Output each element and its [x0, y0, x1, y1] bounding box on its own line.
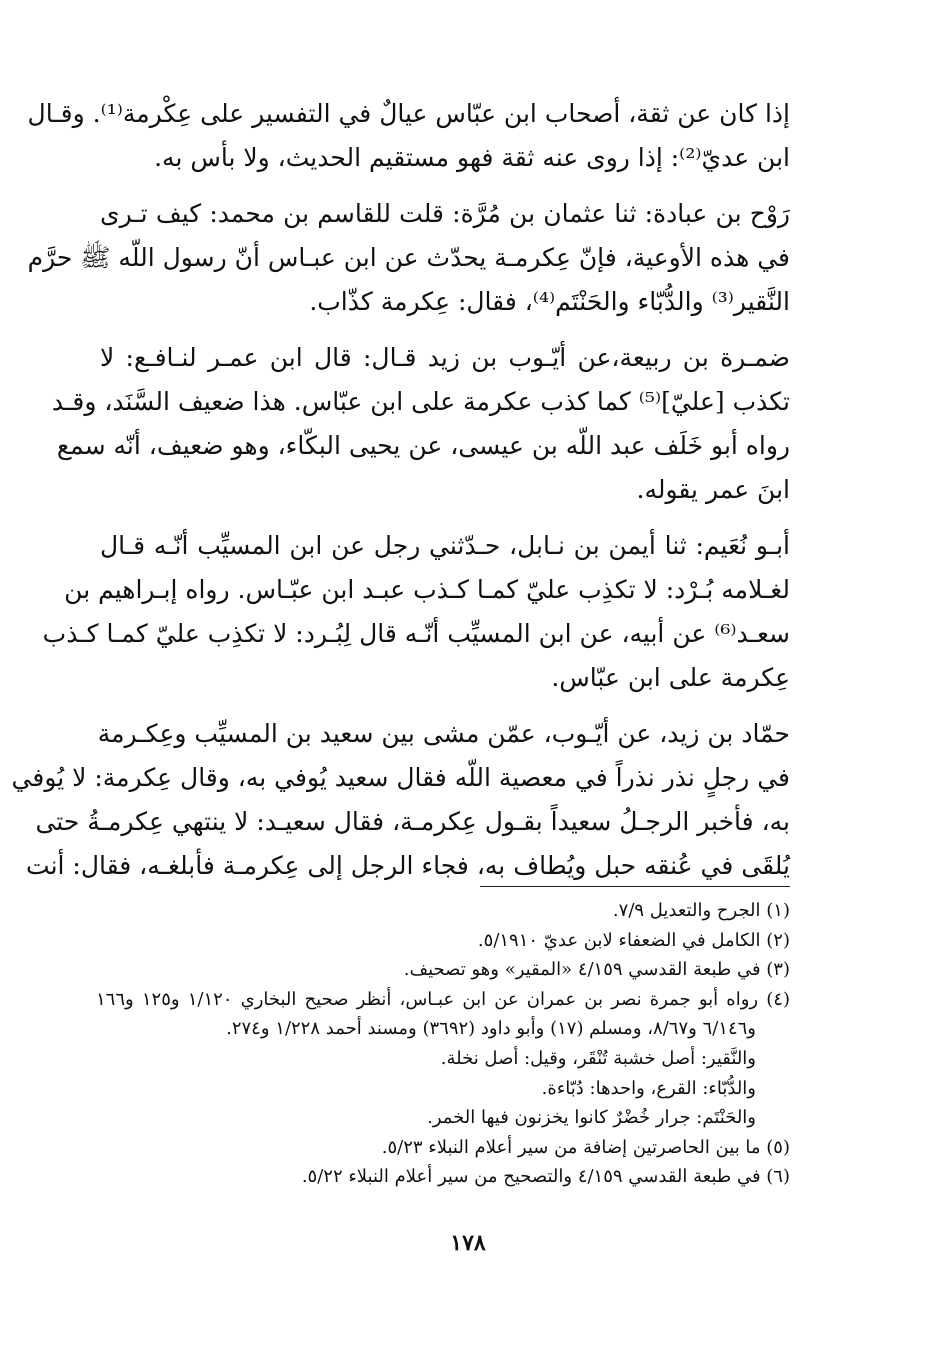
footnote-2	[96, 926, 790, 956]
footnote-line: و٦/١٤٦ و٨/٦٧، ومسلم (١٧) وأبو داود (٣٦٩٢) ومسند أحمد ١/٢٢٨ و٢٧٤.	[226, 1018, 756, 1040]
text-line: النَّقير⁽³⁾ والدُّبّاء والحَنْتَم⁽⁴⁾، فقال: عِكرمة كذّاب.	[309, 287, 790, 316]
page-number: ١٧٨	[450, 1230, 486, 1256]
text-line: في هذه الأوعية، فإنّ عِكرمـة يحدّث عن ابن عبـاس أنّ رسول اللّه ﷺ حرَّم	[27, 243, 790, 272]
text-line: سعـد⁽⁶⁾ عن أبيه، عن ابن المسيِّب أنّـه قال لِبُـرد: لا تكذِب عليّ كمـا كـذب	[42, 619, 790, 648]
text-line: به، فأخبر الرجـلُ سعيداً بقـول عِكرمـة، فقال سعيـد: لا ينتهي عِكرمـةُ حتى	[35, 807, 790, 836]
text-line: يُلقَى في عُنقه حبل ويُطاف به، فجاء الرجل إلى عِكرمـة فأبلغـه، فقال: أنت	[26, 851, 790, 880]
text-line: ابنَ عمر يقوله.	[636, 475, 790, 504]
text-line: عِكرمة على ابن عبّاس.	[551, 663, 790, 692]
text-line: أبـو نُعَيم: ثنا أيمن بن نـابل، حـدّثني رجل عن ابن المسيِّب أنّـه قـال	[100, 531, 790, 560]
main-text	[11, 92, 790, 900]
footnote-line: (٦) في طبعة القدسي ٤/١٥٩ والتصحيح من سير أعلام النبلاء ٥/٢٢.	[301, 1166, 790, 1188]
footnote-1	[96, 896, 790, 926]
footnote-line: (٣) في طبعة القدسي ٤/١٥٩ «المقير» وهو تصحيف.	[403, 959, 790, 981]
paragraph	[27, 92, 790, 180]
footnote-line: (٢) الكامل في الضعفاء لابن عديّ ٥/١٩١٠.	[477, 929, 790, 951]
paragraph	[51, 336, 790, 512]
text-line: حمّاد بن زيد، عن أيّـوب، عمّن مشى بين سعيد بن المسيِّب وعِكـرمة	[97, 719, 790, 748]
footnote-divider	[480, 886, 790, 887]
paragraph	[27, 192, 790, 324]
footnotes	[96, 896, 790, 1192]
footnote-5	[96, 1133, 790, 1163]
footnote-line: (١) الجرح والتعديل ٧/٩.	[612, 900, 790, 921]
footnote-line: (٤) رواه أبو جمرة نصر بن عمران عن ابن عبـاس، أنظر صحيح البخاري ١/١٢٠ و١٢٥ و١٦٦	[96, 988, 790, 1010]
paragraph	[11, 712, 790, 888]
footnote-line: والدُّبّاء: القرع، واحدها: دُبّاءة.	[541, 1077, 756, 1099]
text-line: ضمـرة بن ربيعة،عن أيّـوب بن زيد قـال: قال ابن عمـر لنـافـع: لا	[100, 343, 790, 372]
text-line: رواه أبو خَلَف عبد اللّه بن عيسى، عن يحيى البكّاء، وهو ضعيف، أنّه سمع	[56, 431, 790, 460]
text-line: رَوْح بن عبادة: ثنا عثمان بن مُرَّة: قلت للقاسم بن محمد: كيف تـرى	[100, 199, 790, 228]
text-line: إذا كان عن ثقة، أصحاب ابن عبّاس عيالٌ في التفسير على عِكْرمة⁽¹⁾. وقـال	[27, 99, 790, 128]
footnote-6	[96, 1162, 790, 1192]
footnote-4	[96, 985, 790, 1133]
footnote-line: والحَنْتَم: جرار خُضْرٌ كانوا يخزنون فيها الخمر.	[427, 1107, 756, 1129]
text-line: تكذب [عليّ]⁽⁵⁾ كما كذب عكرمة على ابن عبّاس. هذا ضعيف السَّنَد، وقـد	[51, 387, 790, 416]
text-line: في رجلٍ نذر نذراً في معصية اللّه فقال سعيد يُوفي به، وقال عِكرمة: لا يُوفي	[11, 763, 790, 792]
text-line: لغـلامه بُـرْد: لا تكذِب عليّ كمـا كـذب عبـد ابن عبّـاس. رواه إبـراهيم بن	[64, 575, 790, 604]
paragraph	[42, 524, 790, 700]
footnote-line: والنَّقير: أصل خشبة تُنْقَر، وقيل: أصل نخلة.	[440, 1047, 756, 1069]
footnote-line: (٥) ما بين الحاصرتين إضافة من سير أعلام النبلاء ٥/٢٣.	[381, 1136, 790, 1158]
footnote-3	[96, 955, 790, 985]
text-line: ابن عديّ⁽²⁾: إذا روى عنه ثقة فهو مستقيم الحديث، ولا بأس به.	[154, 143, 790, 172]
